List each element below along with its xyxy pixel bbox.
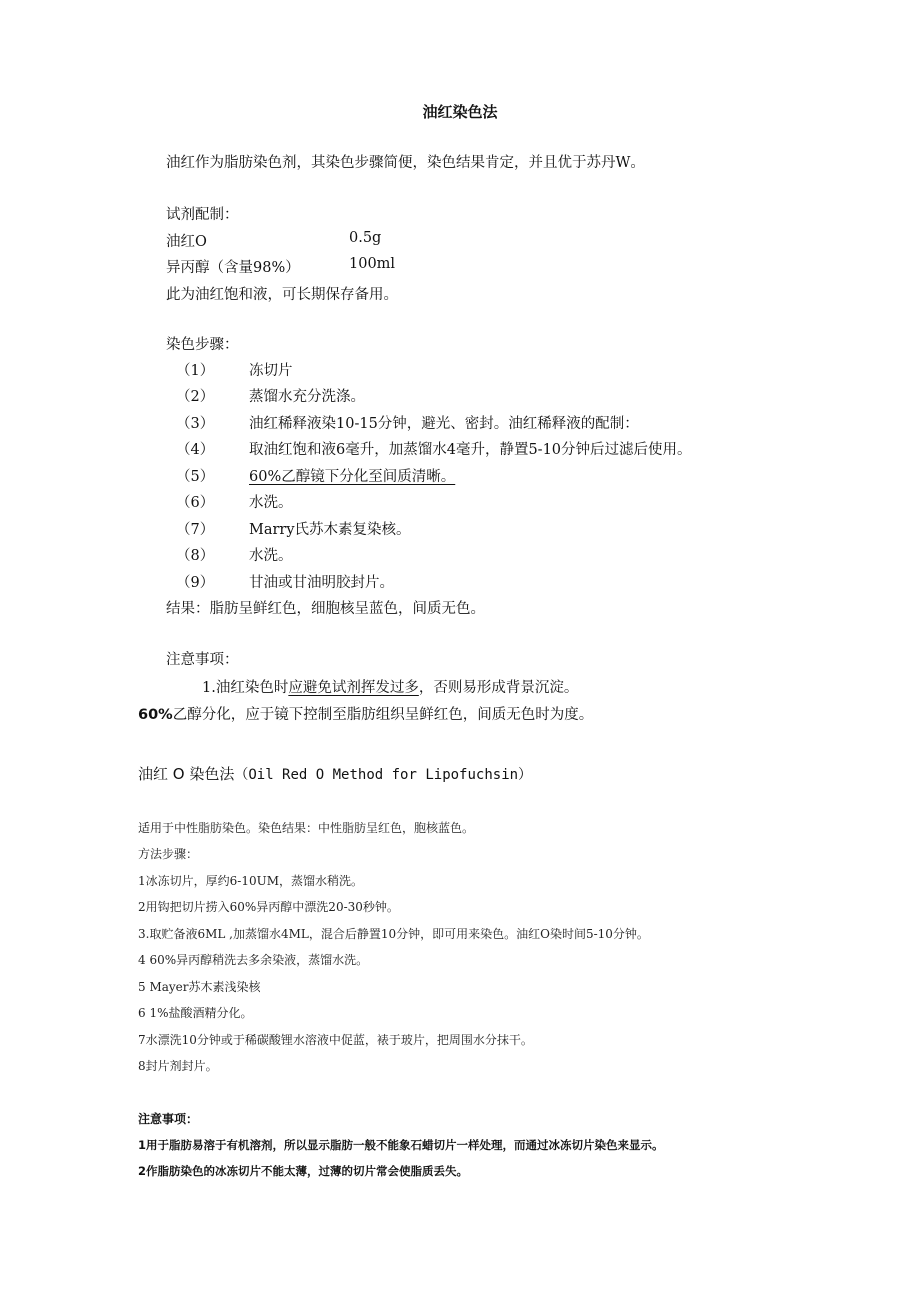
method-line: 方法步骤： bbox=[138, 847, 199, 861]
method-line: 5 Mayer苏木素浅染核 bbox=[138, 980, 261, 994]
method-line: 3.取贮备液6ML ,加蒸馏水4ML，混合后静置10分钟，即可用来染色。油红O染时间5-10分钟。 bbox=[138, 927, 649, 941]
step-number: （8） bbox=[176, 548, 215, 564]
method-line: 1冰冻切片，厚约6-10UM，蒸馏水稍洗。 bbox=[138, 874, 363, 888]
note-text: ，否则易形成背景沉淀。 bbox=[418, 680, 579, 696]
step-text: 油红稀释液染10-15分钟，避光、密封。油红稀释液的配制： bbox=[249, 416, 639, 432]
method-line: 8封片剂封片。 bbox=[138, 1059, 218, 1073]
section-heading-cn: 油红 O 染色法 bbox=[138, 765, 235, 783]
note-underlined-text: 应避免试剂挥发过多 bbox=[288, 680, 419, 696]
intro-paragraph: 油红作为脂肪染色剂，其染色步骤简便，染色结果肯定，并且优于苏丹W。 bbox=[166, 155, 645, 171]
staining-result: 结果：脂肪呈鲜红色，细胞核呈蓝色，间质无色。 bbox=[166, 601, 485, 617]
reagent-amount: 0.5g bbox=[349, 230, 382, 246]
reagent-amount: 100ml bbox=[349, 256, 396, 272]
step-number: （3） bbox=[176, 416, 215, 432]
step-text: 冻切片 bbox=[249, 363, 293, 379]
section-heading-en: （Oil Red O Method for Lipofuchsin） bbox=[234, 767, 533, 783]
step-number: （2） bbox=[176, 389, 215, 405]
method-line: 7水漂洗10分钟或于稀碳酸锂水溶液中促蓝，裱于玻片，把周围水分抹干。 bbox=[138, 1033, 533, 1047]
section-heading bbox=[138, 763, 532, 784]
reagent-note: 此为油红饱和液，可长期保存备用。 bbox=[166, 287, 398, 303]
reagents-heading: 试剂配制： bbox=[166, 207, 239, 223]
step-number: （5） bbox=[176, 469, 215, 485]
method-line: 6 1%盐酸酒精分化。 bbox=[138, 1006, 253, 1020]
steps-heading: 染色步骤： bbox=[166, 337, 239, 353]
notes-heading: 注意事项： bbox=[166, 652, 239, 668]
step-number: （1） bbox=[176, 363, 215, 379]
step-text: 甘油或甘油明胶封片。 bbox=[249, 575, 394, 591]
step-number: （4） bbox=[176, 442, 215, 458]
step-number: （6） bbox=[176, 495, 215, 511]
note-line bbox=[138, 703, 593, 724]
page-title: 油红染色法 bbox=[422, 103, 498, 121]
note-bold-text: 60% bbox=[138, 707, 173, 723]
step-number: （7） bbox=[176, 522, 215, 538]
reagent-name: 异丙醇（含量98%） bbox=[166, 260, 300, 276]
note-text: 乙醇分化，应于镜下控制至脂肪组织呈鲜红色，间质无色时为度。 bbox=[172, 707, 594, 723]
step-number: （9） bbox=[176, 575, 215, 591]
method-line: 4 60%异丙醇稍洗去多余染液，蒸馏水洗。 bbox=[138, 953, 369, 967]
step-text: 取油红饱和液6毫升，加蒸馏水4毫升，静置5-10分钟后过滤后使用。 bbox=[249, 442, 692, 458]
step-text: 蒸馏水充分洗涤。 bbox=[249, 389, 365, 405]
step-text: 水洗。 bbox=[249, 548, 293, 564]
step-text: 水洗。 bbox=[249, 495, 293, 511]
method-line: 2用钩把切片捞入60%异丙醇中漂洗20-30秒钟。 bbox=[138, 900, 399, 914]
step-text: 60%乙醇镜下分化至间质清晰。 bbox=[249, 469, 456, 485]
note-text: 1.油红染色时 bbox=[202, 680, 289, 696]
method-line: 适用于中性脂肪染色。染色结果：中性脂肪呈红色，胞核蓝色。 bbox=[138, 821, 475, 835]
note-line: 1用于脂肪易溶于有机溶剂，所以显示脂肪一般不能象石蜡切片一样处理，而通过冰冻切片染色来显示。 bbox=[138, 1138, 664, 1152]
step-text: Marry氏苏木素复染核。 bbox=[249, 522, 411, 538]
note-line: 2作脂肪染色的冰冻切片不能太薄，过薄的切片常会使脂质丢失。 bbox=[138, 1164, 468, 1178]
notes-heading: 注意事项： bbox=[138, 1112, 199, 1126]
reagent-name: 油红O bbox=[166, 234, 207, 250]
note-line bbox=[202, 676, 578, 697]
